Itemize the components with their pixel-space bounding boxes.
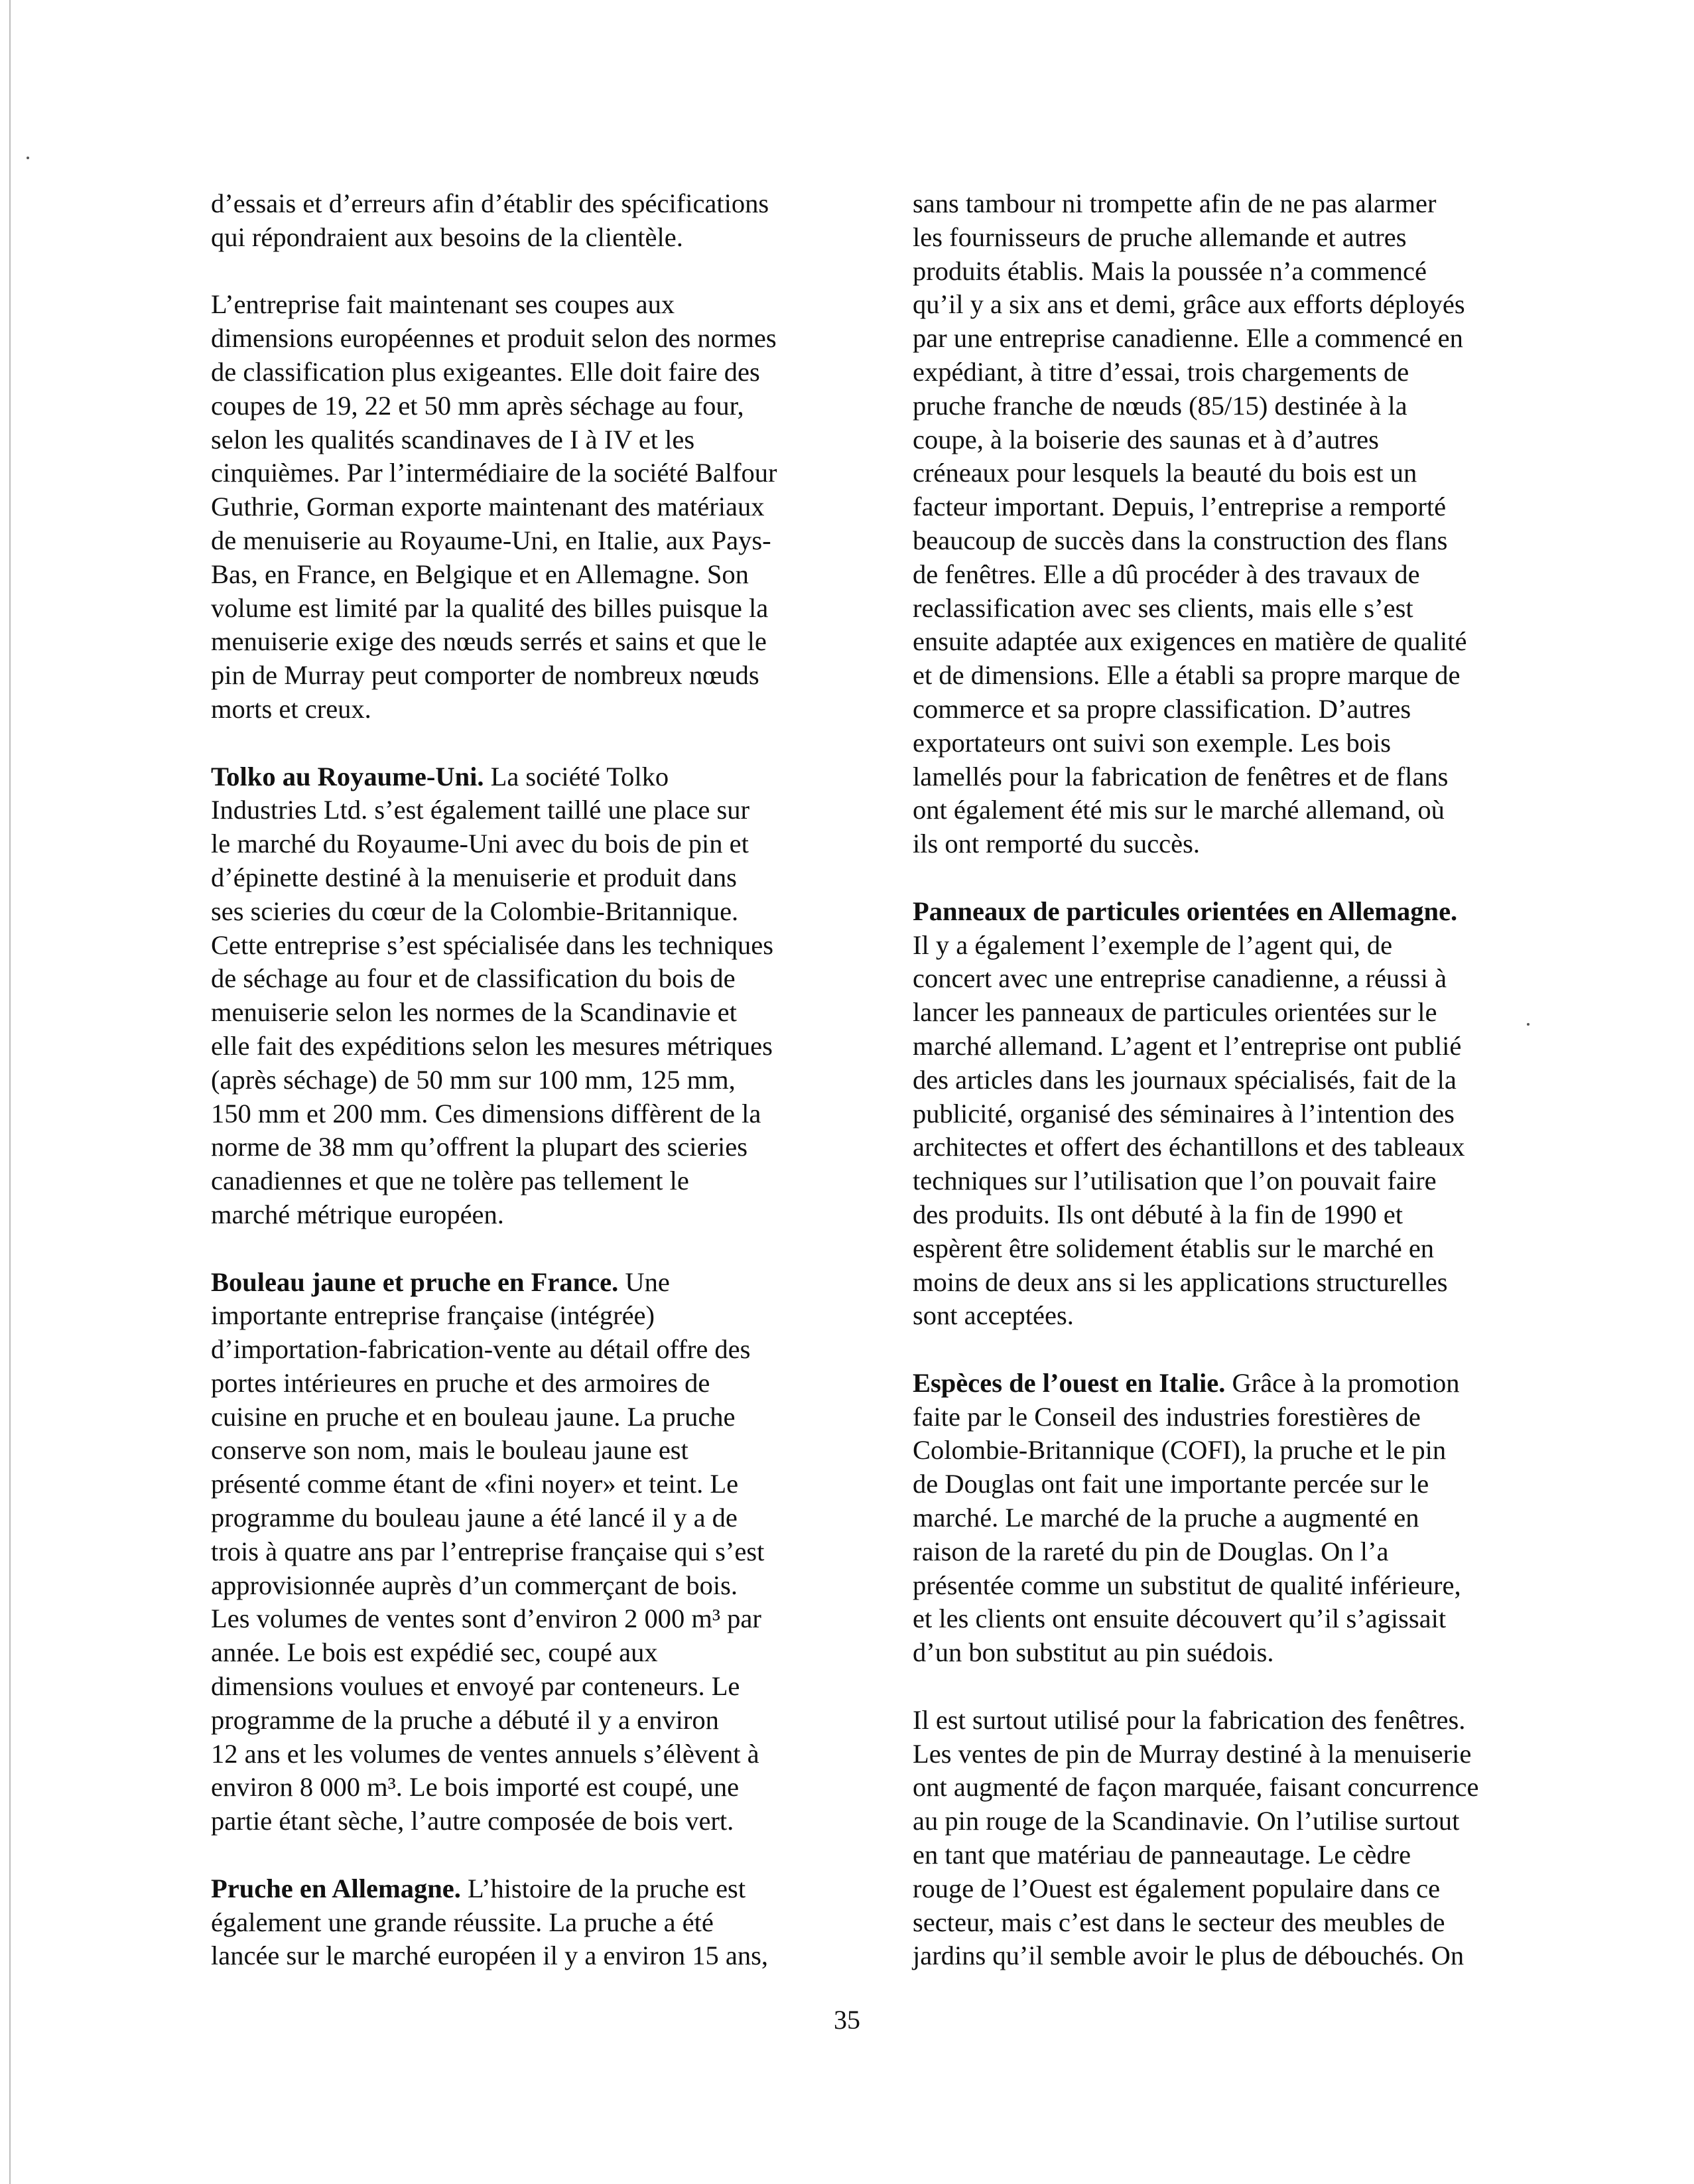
text-line: [211, 625, 808, 659]
text-line: [913, 793, 1510, 827]
text-line: [211, 861, 808, 895]
line-text: 150 mm et 200 mm. Ces dimensions diffèrent de la: [211, 1098, 761, 1128]
text-line: [913, 592, 1510, 626]
line-text: année. Le bois est expédié sec, coupé aux: [211, 1637, 658, 1668]
line-text: importante entreprise française (intégrée): [211, 1300, 655, 1331]
text-line: [211, 1805, 808, 1838]
text-line: [211, 895, 808, 929]
line-text: qui répondraient aux besoins de la clientèle.: [211, 222, 683, 252]
text-line: [913, 456, 1510, 490]
text-line: [211, 1872, 808, 1906]
text-line: [211, 1030, 808, 1063]
line-text: Colombie-Britannique (COFI), la pruche et le pin: [913, 1435, 1447, 1466]
text-line: [913, 1400, 1510, 1434]
line-text: de séchage au four et de classification du bois de: [211, 963, 736, 994]
paragraph: [211, 1266, 808, 1839]
line-text: des produits. Ils ont débuté à la fin de 1990 et: [913, 1199, 1403, 1229]
text-line: [913, 1838, 1510, 1872]
text-line: [913, 423, 1510, 457]
line-text: menuiserie selon les normes de la Scandinavie et: [211, 997, 737, 1028]
text-line: [211, 322, 808, 356]
line-text: les fournisseurs de pruche allemande et autres: [913, 222, 1407, 252]
text-line: [913, 929, 1510, 963]
text-line: [211, 221, 808, 255]
text-line: [913, 1501, 1510, 1535]
text-line: [913, 1872, 1510, 1906]
text-line: [211, 1130, 808, 1164]
line-text: exportateurs ont suivi son exemple. Les bois: [913, 727, 1391, 758]
line-text: Guthrie, Gorman exporte maintenant des matériaux: [211, 492, 765, 522]
text-line: [913, 1030, 1510, 1063]
line-text: programme de la pruche a débuté il y a environ: [211, 1704, 719, 1735]
line-text: de Douglas ont fait une importante percée sur le: [913, 1469, 1429, 1499]
line-text: dimensions voulues et envoyé par conteneurs. Le: [211, 1671, 740, 1702]
line-text: de fenêtres. Elle a dû procéder à des travaux de: [913, 559, 1420, 589]
text-line: [211, 1906, 808, 1940]
text-line: [211, 490, 808, 524]
line-text: faite par le Conseil des industries forestières de: [913, 1401, 1421, 1432]
paragraph-heading: Espèces de l’ouest en Italie.: [913, 1367, 1226, 1398]
paragraph: [211, 760, 808, 1232]
line-text: cinquièmes. Par l’intermédiaire de la société Balfour: [211, 458, 777, 488]
text-line: [913, 1232, 1510, 1266]
line-text: pruche franche de nœuds (85/15) destinée à la: [913, 390, 1407, 421]
line-text: jardins qu’il semble avoir le plus de débouchés. On: [913, 1941, 1465, 1971]
text-line: [211, 693, 808, 726]
text-line: [211, 1602, 808, 1636]
text-line: [913, 1569, 1510, 1603]
paragraph: [211, 288, 808, 726]
text-line: [913, 962, 1510, 996]
text-line: [913, 558, 1510, 592]
text-line: [913, 1771, 1510, 1805]
paragraph: [211, 1872, 808, 1973]
text-line: [211, 996, 808, 1030]
line-text: raison de la rareté du pin de Douglas. On l’a: [913, 1536, 1389, 1566]
line-text: morts et creux.: [211, 693, 371, 724]
text-line: [211, 827, 808, 861]
line-text: selon les qualités scandinaves de I à IV et les: [211, 424, 695, 454]
text-line: [913, 895, 1510, 929]
line-text: d’un bon substitut au pin suédois.: [913, 1637, 1274, 1668]
text-line: [211, 524, 808, 558]
line-text: programme du bouleau jaune a été lancé il y a de: [211, 1503, 738, 1533]
line-text: qu’il y a six ans et demi, grâce aux efforts déployés: [913, 289, 1465, 320]
line-text: ils ont remporté du succès.: [913, 829, 1201, 859]
line-text: Il y a également l’exemple de l’agent qui, de: [913, 929, 1393, 960]
line-text: le marché du Royaume-Uni avec du bois de pin et: [211, 829, 749, 859]
text-line: [913, 1367, 1510, 1400]
line-text: environ 8 000 m³. Le bois importé est coupé, une: [211, 1772, 740, 1803]
line-text: des articles dans les journaux spécialisés, fait de la: [913, 1064, 1457, 1095]
line-text: ensuite adaptée aux exigences en matière de qualité: [913, 626, 1467, 657]
line-text: pin de Murray peut comporter de nombreux nœuds: [211, 660, 759, 691]
text-line: [913, 255, 1510, 289]
line-text: créneaux pour lesquels la beauté du bois est un: [913, 458, 1417, 488]
line-text: sont acceptées.: [913, 1300, 1074, 1331]
text-line: [913, 625, 1510, 659]
line-text: d’épinette destiné à la menuiserie et produit dans: [211, 862, 737, 892]
text-line: [913, 1535, 1510, 1569]
text-line: [211, 1266, 808, 1300]
line-text: Les ventes de pin de Murray destiné à la menuiserie: [913, 1738, 1472, 1769]
text-line: [913, 827, 1510, 861]
text-line: [211, 1670, 808, 1704]
line-text: ses scieries du cœur de la Colombie-Britannique.: [211, 896, 739, 926]
text-line: [211, 1535, 808, 1569]
line-text: au pin rouge de la Scandinavie. On l’utilise surtout: [913, 1806, 1460, 1836]
line-text: coupe, à la boiserie des saunas et à d’autres: [913, 424, 1379, 454]
text-line: [211, 356, 808, 389]
line-text: elle fait des expéditions selon les mesures métriques: [211, 1030, 773, 1061]
line-text: norme de 38 mm qu’offrent la plupart des scieries: [211, 1132, 748, 1162]
line-text: produits établis. Mais la poussée n’a commencé: [913, 255, 1427, 286]
line-text: ont augmenté de façon marquée, faisant concurrence: [913, 1772, 1479, 1803]
text-line: [913, 1266, 1510, 1300]
text-line: [211, 288, 808, 322]
paragraph: [913, 895, 1510, 1333]
text-line: [211, 1299, 808, 1333]
text-line: [913, 1164, 1510, 1198]
line-text: cuisine en pruche et en bouleau jaune. La pruche: [211, 1401, 736, 1432]
text-line: [211, 1636, 808, 1670]
text-line: [211, 659, 808, 693]
text-line: [211, 1097, 808, 1131]
text-line: [913, 288, 1510, 322]
line-text: Industries Ltd. s’est également taillé une place sur: [211, 795, 749, 825]
text-line: [913, 221, 1510, 255]
text-line: [913, 490, 1510, 524]
text-line: [211, 1400, 808, 1434]
line-text: 12 ans et les volumes de ventes annuels s’élèvent à: [211, 1738, 759, 1769]
text-line: [913, 996, 1510, 1030]
line-text: facteur important. Depuis, l’entreprise a remporté: [913, 492, 1447, 522]
text-line: [913, 659, 1510, 693]
line-text: concert avec une entreprise canadienne, a réussi à: [913, 963, 1447, 994]
paragraph-heading: Bouleau jaune et pruche en France.: [211, 1266, 619, 1297]
paragraph-heading: Tolko au Royaume-Uni.: [211, 761, 484, 791]
text-line: [913, 1434, 1510, 1467]
line-text: lancer les panneaux de particules orientées sur le: [913, 997, 1437, 1028]
text-line: [211, 1434, 808, 1467]
text-line: [211, 929, 808, 963]
line-text: architectes et offert des échantillons et des tableaux: [913, 1132, 1465, 1162]
text-line: [913, 693, 1510, 726]
text-line: [211, 592, 808, 626]
left-text-column: [211, 187, 808, 2007]
text-line: [913, 187, 1510, 221]
text-line: [211, 1164, 808, 1198]
text-line: [913, 726, 1510, 760]
line-text: canadiennes et que ne tolère pas tellement le: [211, 1166, 689, 1196]
text-line: [211, 1569, 808, 1603]
line-text: d’importation-fabrication-vente au détail offre des: [211, 1334, 751, 1365]
line-text: approvisionnée auprès d’un commerçant de bois.: [211, 1570, 738, 1600]
text-line: [211, 962, 808, 996]
line-text: moins de deux ans si les applications structurelles: [913, 1266, 1448, 1297]
text-line: [913, 1467, 1510, 1501]
line-text: marché allemand. L’agent et l’entreprise ont publié: [913, 1030, 1462, 1061]
line-text: lamellés pour la fabrication de fenêtres et de flans: [913, 761, 1449, 791]
text-line: [913, 1636, 1510, 1670]
text-line: [211, 760, 808, 794]
line-text: par une entreprise canadienne. Elle a commencé en: [913, 323, 1463, 354]
text-line: [913, 1602, 1510, 1636]
text-line: [913, 760, 1510, 794]
paragraph: [211, 187, 808, 255]
line-text: présentée comme un substitut de qualité inférieure,: [913, 1570, 1461, 1600]
text-line: [913, 1299, 1510, 1333]
line-text: portes intérieures en pruche et des armoires de: [211, 1367, 710, 1398]
line-text: marché métrique européen.: [211, 1199, 504, 1229]
line-text: beaucoup de succès dans la construction des flans: [913, 525, 1448, 555]
text-line: [913, 1198, 1510, 1232]
line-text: menuiserie exige des nœuds serrés et sains et que le: [211, 626, 767, 657]
text-line: [913, 322, 1510, 356]
paragraph: [913, 1704, 1510, 1973]
line-text: et de dimensions. Elle a établi sa propre marque de: [913, 660, 1461, 691]
text-line: [211, 1467, 808, 1501]
line-text: sans tambour ni trompette afin de ne pas alarmer: [913, 188, 1437, 218]
text-line: [913, 1939, 1510, 1973]
text-line: [211, 1738, 808, 1771]
text-line: [211, 1501, 808, 1535]
line-text: publicité, organisé des séminaires à l’intention des: [913, 1098, 1455, 1128]
line-text: La société Tolko: [484, 761, 669, 791]
paragraph: [913, 187, 1510, 861]
right-text-column: [913, 187, 1510, 2007]
text-line: [211, 1367, 808, 1400]
line-text: trois à quatre ans par l’entreprise française qui s’est: [211, 1536, 765, 1566]
line-text: Grâce à la promotion: [1225, 1367, 1460, 1398]
text-line: [913, 1805, 1510, 1838]
text-line: [913, 1097, 1510, 1131]
line-text: L’histoire de la pruche est: [460, 1873, 746, 1903]
text-line: [913, 389, 1510, 423]
line-text: coupes de 19, 22 et 50 mm après séchage au four,: [211, 390, 744, 421]
paragraph: [913, 1367, 1510, 1670]
line-text: d’essais et d’erreurs afin d’établir des spécifications: [211, 188, 769, 218]
line-text: également une grande réussite. La pruche a été: [211, 1907, 714, 1937]
text-line: [211, 389, 808, 423]
text-line: [211, 793, 808, 827]
line-text: de menuiserie au Royaume-Uni, en Italie, aux Pays-: [211, 525, 771, 555]
text-line: [913, 1704, 1510, 1738]
text-line: [913, 1130, 1510, 1164]
line-text: marché. Le marché de la pruche a augmenté en: [913, 1503, 1419, 1533]
paragraph-heading: Pruche en Allemagne.: [211, 1873, 461, 1903]
text-line: [913, 356, 1510, 389]
line-text: espèrent être solidement établis sur le marché en: [913, 1233, 1435, 1263]
paragraph-heading: Panneaux de particules orientées en Allemagne.: [913, 896, 1458, 926]
line-text: Les volumes de ventes sont d’environ 2 000 m³ par: [211, 1604, 761, 1634]
line-text: Il est surtout utilisé pour la fabrication des fenêtres.: [913, 1704, 1466, 1735]
scan-speck: [27, 157, 29, 159]
line-text: conserve son nom, mais le bouleau jaune est: [211, 1435, 688, 1466]
line-text: techniques sur l’utilisation que l’on pouvait faire: [913, 1166, 1437, 1196]
scan-border-line: [9, 0, 11, 2184]
text-line: [211, 1063, 808, 1097]
line-text: de classification plus exigeantes. Elle doit faire des: [211, 356, 760, 387]
text-line: [211, 1771, 808, 1805]
line-text: lancée sur le marché européen il y a environ 15 ans,: [211, 1941, 769, 1971]
text-line: [913, 1906, 1510, 1940]
text-line: [211, 187, 808, 221]
text-line: [211, 558, 808, 592]
line-text: commerce et sa propre classification. D’autres: [913, 693, 1411, 724]
line-text: dimensions européennes et produit selon des normes: [211, 323, 777, 354]
line-text: Bas, en France, en Belgique et en Allemagne. Son: [211, 559, 749, 589]
line-text: Une: [618, 1266, 670, 1297]
line-text: rouge de l’Ouest est également populaire dans ce: [913, 1873, 1441, 1903]
text-line: [211, 423, 808, 457]
line-text: secteur, mais c’est dans le secteur des meubles de: [913, 1907, 1445, 1937]
text-line: [211, 1939, 808, 1973]
line-text: ont également été mis sur le marché allemand, où: [913, 795, 1445, 825]
page-number: 35: [834, 2005, 860, 2035]
line-text: expédiant, à titre d’essai, trois chargements de: [913, 356, 1409, 387]
line-text: en tant que matériau de panneautage. Le cèdre: [913, 1840, 1411, 1870]
text-line: [211, 1198, 808, 1232]
text-line: [913, 524, 1510, 558]
text-line: [211, 1704, 808, 1738]
line-text: L’entreprise fait maintenant ses coupes aux: [211, 289, 675, 320]
scan-speck: [1527, 1023, 1530, 1026]
line-text: présenté comme étant de «fini noyer» et teint. Le: [211, 1469, 739, 1499]
text-line: [211, 456, 808, 490]
text-line: [211, 1333, 808, 1367]
line-text: partie étant sèche, l’autre composée de bois vert.: [211, 1806, 734, 1836]
text-line: [913, 1063, 1510, 1097]
line-text: Cette entreprise s’est spécialisée dans les techniques: [211, 929, 773, 960]
line-text: reclassification avec ses clients, mais elle s’est: [913, 592, 1413, 623]
line-text: (après séchage) de 50 mm sur 100 mm, 125 mm,: [211, 1064, 736, 1095]
text-line: [913, 1738, 1510, 1771]
line-text: volume est limité par la qualité des billes puisque la: [211, 592, 769, 623]
line-text: et les clients ont ensuite découvert qu’il s’agissait: [913, 1604, 1447, 1634]
